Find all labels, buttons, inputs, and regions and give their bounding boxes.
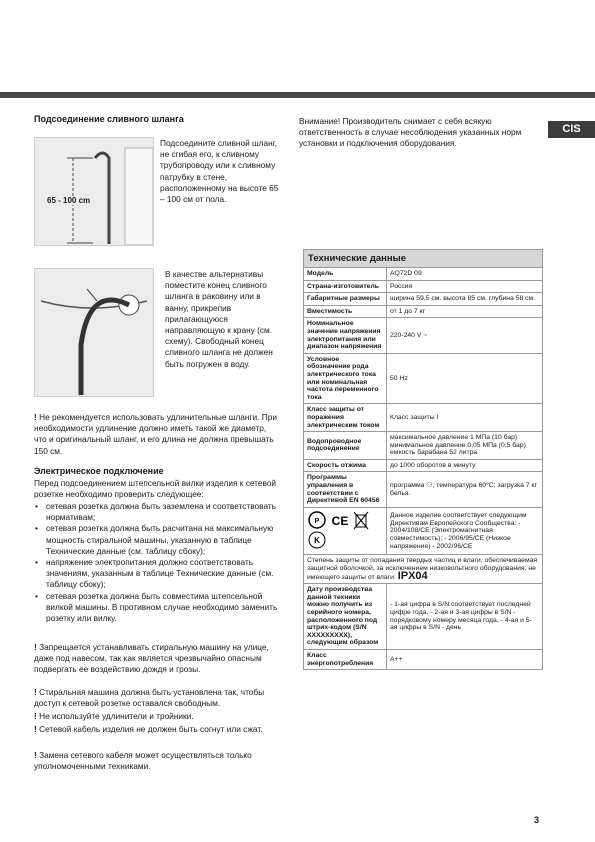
- sink-illustration: [35, 269, 153, 396]
- row-value: AQ72D 09: [387, 268, 543, 281]
- row-value: от 1 до 7 кг: [387, 305, 543, 318]
- electric-note-text: Стиральная машина должна быть установлена так, чтобы доступ к сетевой розетке оставался свободным.: [34, 687, 265, 709]
- electric-note: ! Сетевой кабель изделия не должен быть согнут или сжат.: [34, 724, 263, 734]
- electric-note: ! Замена сетевого кабеля может осуществляться только уполномоченными техниками.: [34, 750, 252, 772]
- drain-figure-sink: [34, 268, 154, 397]
- cert-text: Данное изделие соответствует следующим Директивам Европейского Сообщества: - 2004/108/CE (Электромагнитная совместимость); - 2006/95/CE (Низкое напряжение) - 2002/96/CE: [387, 507, 543, 555]
- pct-mark-icon: [307, 510, 327, 530]
- table-row: [304, 280, 543, 293]
- electric-bullet: • напряжение электропитания должно соответствовать значениям, указанным в таблице Технические данные (см. таблицу сбоку);: [34, 557, 284, 591]
- electric-bullet: • сетевая розетка должна быть расчитана на максимальную мощность стиральной машины, указанную в таблице Технические данные (см. таблицу сбоку);: [34, 523, 284, 557]
- electric-note: ! Стиральная машина должна быть установлена так, чтобы доступ к сетевой розетке оставался свободным.: [34, 687, 265, 709]
- electric-note: ! Не используйте удлинители и тройники.: [34, 711, 194, 721]
- row-key: Номинальное значение напряжения электропитания или диапазон напряжения: [304, 318, 387, 353]
- row-key: Скорость отжима: [304, 459, 387, 472]
- table-row: [304, 404, 543, 432]
- row-key: Страна-изготовитель: [304, 280, 387, 293]
- drain-title: Подсоединение сливного шланга: [34, 114, 184, 124]
- row-value: 50 Hz: [387, 353, 543, 404]
- electric-bullet: • сетевая розетка должна быть заземлена и соответствовать нормативам;: [34, 501, 284, 523]
- row-value: - 1-ая цифра в S/N соответствует последней цифре года, - 2-ая и 3-ая цифры в S/N - порядковому номеру месяца года, - 4-ая и 5-ая цифры в S/N - день: [387, 584, 543, 650]
- ce-mark-icon: [330, 512, 350, 528]
- row-value: программа ⚆; температура 60°C; загрузка 7 кг белья.: [387, 472, 543, 507]
- electric-note-text: Не используйте удлинители и тройники.: [39, 711, 194, 721]
- row-value: ширина 59,5 см. высота 85 см. глубина 58 см.: [387, 293, 543, 306]
- protection-cell: [304, 555, 543, 584]
- tech-data-table: [303, 249, 543, 670]
- electric-note: ! Запрещается устанавливать стиральную машину на улице, даже под навесом, так как является чрезвычайно опасным подвергать ее воздействию дождя и грозы.: [34, 642, 269, 675]
- table-row: [304, 472, 543, 507]
- row-key: Дату производства данной техники можно получить из серийного номера, расположенного под штрих-кодом (S/N XXXXXXXXX), следующим образом: [304, 584, 387, 650]
- drain-height-label: 65 - 100 cm: [47, 196, 91, 205]
- row-value: 220-240 V ~: [387, 318, 543, 353]
- tech-title: Технические данные: [304, 250, 543, 268]
- table-row: [304, 318, 543, 353]
- page-number: 3: [534, 815, 540, 825]
- table-row: [304, 459, 543, 472]
- table-row: [304, 353, 543, 404]
- row-key: Условное обозначение рода электрического тока или номинальная частота переменного тока: [304, 353, 387, 404]
- drain-text-2: В качестве альтернативы поместите конец сливного шланга в раковину или в ванну, прикрепив прилагающуюся направляющую к крану (см. схему). Свободный конец сливного шланга не должен быть погружен в воду.: [165, 269, 273, 369]
- table-row: [304, 293, 543, 306]
- row-value: A++: [387, 649, 543, 669]
- drain-text-1: Подсоедините сливной шланг, не сгибая его, к сливному трубопроводу или к сливному патрубку в стене, расположенному на высоте 65 – 100 см от пола.: [160, 138, 279, 205]
- language-tab: CIS: [548, 121, 595, 138]
- row-key: Класс защиты от поражения электрическим током: [304, 404, 387, 432]
- drain-figure-wall: [34, 137, 154, 246]
- ipx-rating: IPX04: [397, 569, 428, 582]
- row-key: Модель: [304, 268, 387, 281]
- row-key: Программы управления в соответствии с Директивой EN 60456: [304, 472, 387, 507]
- row-key: Водопроводное подсоединение: [304, 432, 387, 460]
- row-key: Вместимость: [304, 305, 387, 318]
- table-row: [304, 507, 543, 555]
- row-key: Габаритные размеры: [304, 293, 387, 306]
- row-value: Россия: [387, 280, 543, 293]
- attention-note: Внимание! Производитель снимает с себя всякую ответственность в случае несоблюдения указанных норм установки и подключения оборудования.: [299, 116, 522, 149]
- eac-mark-icon: [307, 530, 327, 550]
- row-value: до 1000 оборотов в минуту: [387, 459, 543, 472]
- protection-text: Степень защиты от попадания твердых частиц и влаги, обеспечиваемая защитной оболочкой, за исключением низковольтного оборудования, не имеющего защиты от влаги:: [307, 557, 538, 581]
- table-row: [304, 432, 543, 460]
- table-row: [304, 268, 543, 281]
- drain-warning: ! Не рекомендуется использовать удлинительные шланги. При необходимости удлинение должно иметь такой же диаметр, что и оригинальный шланг, и его длина не должна превышать 150 см.: [34, 412, 277, 456]
- table-row: [304, 584, 543, 650]
- electric-bullets: [34, 501, 284, 624]
- row-key: Класс энергопотребления: [304, 649, 387, 669]
- svg-text:CE: CE: [331, 513, 349, 528]
- svg-text:K: K: [314, 535, 320, 545]
- drain-height-illustration: [35, 138, 153, 245]
- electric-bullet: • сетевая розетка должна быть совместима штепсельной вилкой машины. В противном случае необходимо заменить розетку или вилку.: [34, 591, 284, 625]
- drain-warning-text: Не рекомендуется использовать удлинительные шланги. При необходимости удлинение должно иметь такой же диаметр, что и оригинальный шланг, и его длина не должна превышать 150 см.: [34, 412, 277, 456]
- electric-note-text: Запрещается устанавливать стиральную машину на улице, даже под навесом, так как является чрезвычайно опасным подвергать ее воздействию дождя и грозы.: [34, 642, 269, 675]
- row-value: Класс защиты I: [387, 404, 543, 432]
- table-row: [304, 305, 543, 318]
- electric-note-text: Замена сетевого кабеля может осуществляться только уполномоченными техниками.: [34, 750, 252, 772]
- row-value: максимальное давление 1 МПа (10 бар) минимальное давление 0,05 МПа (0,5 бар) емкость барабана 52 литра: [387, 432, 543, 460]
- cert-marks: [304, 507, 387, 555]
- electric-note-text: Сетевой кабель изделия не должен быть согнут или сжат.: [39, 724, 263, 734]
- svg-text:P: P: [314, 517, 320, 525]
- electric-title: Электрическое подключение: [34, 466, 164, 476]
- table-row: [304, 649, 543, 669]
- top-rule: [0, 92, 595, 98]
- wee-bin-icon: [353, 510, 369, 530]
- table-row: [304, 555, 543, 584]
- electric-intro: Перед подсоединением штепсельной вилки изделия к сетевой розетке необходимо проверить следующее:: [34, 478, 277, 500]
